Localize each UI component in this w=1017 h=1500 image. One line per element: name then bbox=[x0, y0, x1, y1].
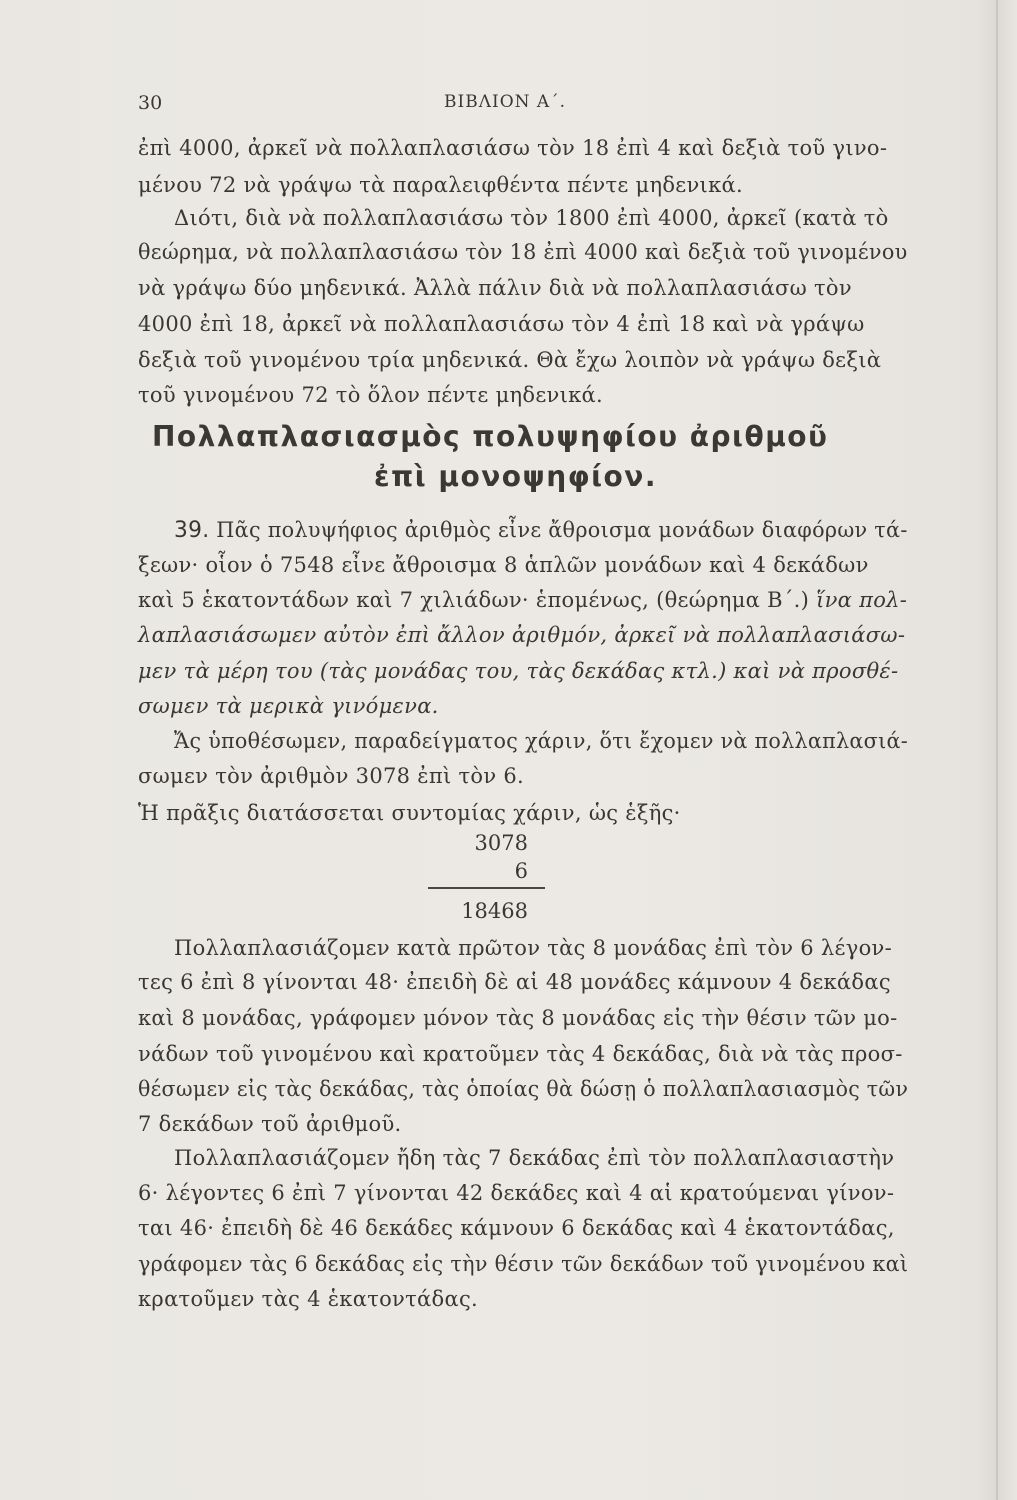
product: 18468 bbox=[461, 899, 528, 923]
text-line: ἐπὶ 4000, ἀρκεῖ νὰ πολλαπλασιάσω τὸν 18 ἐπὶ 4 καὶ δεξιὰ τοῦ γινο- bbox=[138, 136, 888, 160]
calculation-rule bbox=[428, 887, 545, 889]
text-line: 7 δεκάδων τοῦ ἀριθμοῦ. bbox=[138, 1112, 402, 1136]
text-line: Ἡ πρᾶξις διατάσσεται συντομίας χάριν, ὡς ἑξῆς· bbox=[138, 801, 681, 825]
text-line bbox=[138, 587, 907, 613]
italic-text: ἵνα πολ- bbox=[816, 588, 908, 612]
italic-text: σωμεν τὰ μερικὰ γινόμενα. bbox=[138, 694, 439, 718]
text-line: τοῦ γινομένου 72 τὸ ὅλον πέντε μηδενικά. bbox=[138, 383, 603, 407]
text-line: 6· λέγοντες 6 ἐπὶ 7 γίνονται 42 δεκάδες καὶ 4 αἱ κρατούμεναι γίνον- bbox=[138, 1181, 895, 1205]
text-line: μένου 72 νὰ γράψω τὰ παραλειφθέντα πέντε μηδενικά. bbox=[138, 173, 743, 197]
multiplicand: 3078 bbox=[474, 831, 528, 855]
text-line: σωμεν τὸν ἀριθμὸν 3078 ἐπὶ τὸν 6. bbox=[138, 764, 525, 788]
section-heading-line-1: Πολλαπλασιασμὸς πολυψηφίου ἀριθμοῦ bbox=[152, 420, 829, 453]
text-line-content: καὶ 5 ἑκατοντάδων καὶ 7 χιλιάδων· ἑπομένως, (θεώρημα Β΄.) bbox=[138, 588, 810, 612]
page-number: 30 bbox=[138, 92, 163, 114]
page-fold bbox=[996, 0, 998, 1500]
text-line bbox=[138, 658, 898, 684]
text-line bbox=[174, 517, 908, 543]
text-line: Ἄς ὑποθέσωμεν, παραδείγματος χάριν, ὅτι ἔχομεν νὰ πολλαπλασιά- bbox=[174, 729, 909, 753]
italic-text: λαπλασιάσωμεν αὐτὸν ἐπὶ ἄλλον ἀριθμόν, ἀρκεῖ νὰ πολλαπλασιάσω- bbox=[138, 623, 906, 647]
text-line: δεξιὰ τοῦ γινομένου τρία μηδενικά. Θὰ ἔχω λοιπὸν νὰ γράψω δεξιὰ bbox=[138, 348, 882, 372]
text-line: ξεων· οἷον ὁ 7548 εἶνε ἄθροισμα 8 ἁπλῶν μονάδων καὶ 4 δεκάδων bbox=[138, 553, 869, 577]
text-line: Διότι, διὰ νὰ πολλαπλασιάσω τὸν 1800 ἐπὶ 4000, ἀρκεῖ (κατὰ τὸ bbox=[174, 206, 889, 230]
italic-text: μεν τὰ μέρη του (τὰς μονάδας του, τὰς δεκάδας κτλ.) καὶ νὰ προσθέ- bbox=[138, 659, 899, 683]
text-line: καὶ 8 μονάδας, γράφομεν μόνον τὰς 8 μονάδας εἰς τὴν θέσιν τῶν μο- bbox=[138, 1006, 898, 1030]
text-line: θεώρημα, νὰ πολλαπλασιάσω τὸν 18 ἐπὶ 4000 καὶ δεξιὰ τοῦ γινομένου bbox=[138, 240, 908, 264]
running-head: ΒΙΒΛΙΟΝ Α΄. bbox=[444, 92, 567, 112]
text-line: ται 46· ἐπειδὴ δὲ 46 δεκάδες κάμνουν 6 δεκάδας καὶ 4 ἑκατοντάδας, bbox=[138, 1216, 895, 1240]
text-line bbox=[138, 693, 439, 719]
page-header bbox=[138, 92, 908, 118]
paragraph-number: 39. bbox=[174, 518, 210, 543]
text-line: Πολλαπλασιάζομεν κατὰ πρῶτον τὰς 8 μονάδας ἐπὶ τὸν 6 λέγον- bbox=[174, 936, 892, 960]
text-line: τες 6 ἐπὶ 8 γίνονται 48· ἐπειδὴ δὲ αἱ 48 μονάδες κάμνουν 4 δεκάδας bbox=[138, 970, 891, 994]
text-line: θέσωμεν εἰς τὰς δεκάδας, τὰς ὁποίας θὰ δώσῃ ὁ πολλαπλασιασμὸς τῶν bbox=[138, 1077, 909, 1101]
text-line bbox=[138, 622, 905, 648]
text-line: νὰ γράψω δύο μηδενικά. Ἀλλὰ πάλιν διὰ νὰ πολλαπλασιάσω τὸν bbox=[138, 276, 852, 300]
text-line: 4000 ἐπὶ 18, ἀρκεῖ νὰ πολλαπλασιάσω τὸν 4 ἐπὶ 18 καὶ νὰ γράψω bbox=[138, 312, 865, 336]
text-line: Πολλαπλασιάζομεν ἤδη τὰς 7 δεκάδας ἐπὶ τὸν πολλαπλασιαστὴν bbox=[174, 1146, 895, 1170]
text-line: γράφομεν τὰς 6 δεκάδας εἰς τὴν θέσιν τῶν δεκάδων τοῦ γινομένου καὶ bbox=[138, 1252, 909, 1276]
text-line: νάδων τοῦ γινομένου καὶ κρατοῦμεν τὰς 4 δεκάδας, διὰ νὰ τὰς προσ- bbox=[138, 1042, 903, 1066]
multiplier: 6 bbox=[514, 859, 528, 883]
text-line: κρατοῦμεν τὰς 4 ἑκατοντάδας. bbox=[138, 1287, 478, 1311]
text-line-content: Πᾶς πολυψήφιος ἀριθμὸς εἶνε ἄθροισμα μονάδων διαφόρων τά- bbox=[216, 518, 908, 542]
section-heading-line-2: ἐπὶ μονοψηφίον. bbox=[374, 460, 657, 493]
